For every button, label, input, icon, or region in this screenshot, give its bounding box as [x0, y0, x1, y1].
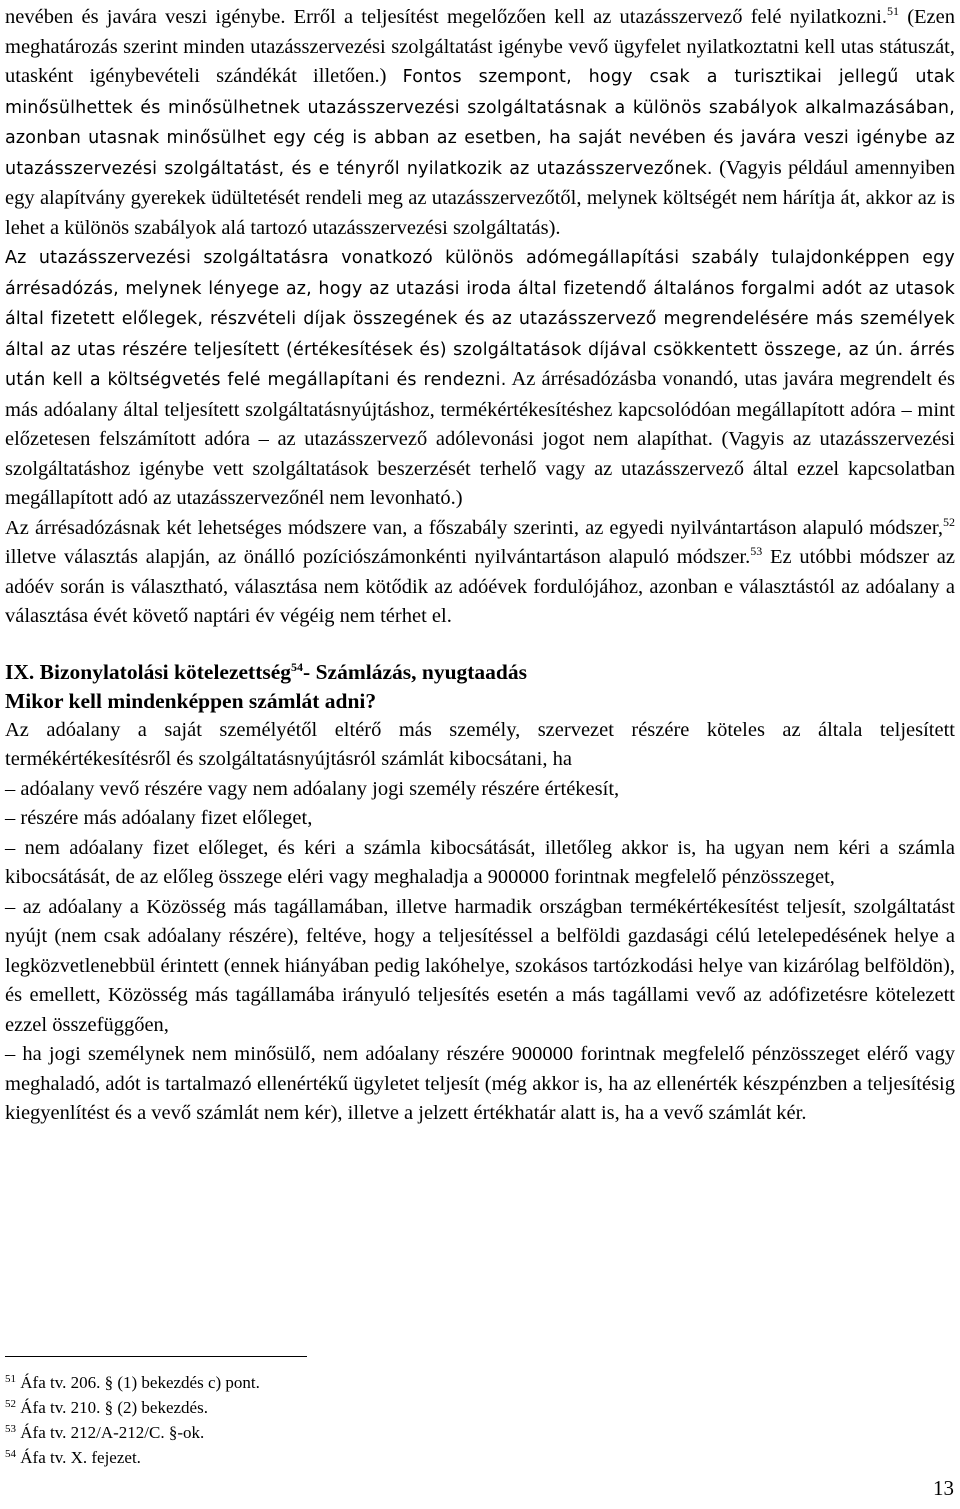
main-text	[5, 3, 955, 1129]
page-number: 13	[933, 1476, 954, 1500]
list-item: – az adóalany a Közösség más tagállamában, illetve harmadik országban termékértékesítést teljesít, szolgáltatást nyújt (nem csak adóalany részére), feltéve, hogy a teljesítéssel a belföldi gazdasági célú letelepedésének helye a legközvetlenebbül érintett (ennek hiányában pedig lakóhelye, szokásos tartózkodási helye van kizárólag belföldön), és emellett, Közösség más tagállamába irányuló teljesítés esetén a más tagállami vevő az adófizetésre kötelezett ezzel összefüggően,	[5, 895, 955, 1036]
footnote-ref-51: 51	[886, 4, 899, 18]
text-span: nevében és javára veszi igénybe. Erről a teljesítést megelőzően kell az utazásszervező felé nyilatkozni.	[5, 6, 887, 28]
footnote-separator	[5, 1356, 307, 1357]
list-item: – ha jogi személynek nem minősülő, nem adóalany részére 900000 forintnak megfelelő pénzösszeget elérő vagy meghaladó, adót is tartalmazó ellenértékű ügyletet teljesít (még akkor is, ha az ellenérték készpénzben a teljesítésig kiegyenlítést és a vevő számlát nem kér), illetve a jelzett értékhatár alatt is, ha a vevő számlát kér.	[5, 1043, 955, 1124]
text-span: (Ezen meghatározás szerint minden utazásszervezési szolgáltatást igénybe vevő ügyfelet nyilatkoztatni kell utas státuszát, utasként igénybevételi szándékát illetően.)	[5, 6, 955, 87]
footnote-text: Áfa tv. X. fejezet.	[20, 1448, 141, 1467]
footnote	[5, 1420, 605, 1445]
text-span: Az utazásszervezési szolgáltatásra vonatkozó különös adómegállapítási szabály tulajdonképpen egy árrésadózás, melynek lényege az, hogy az utazási iroda által fizetendő általános forgalmi adót az utasok által fizetett előlegek, részvételi díjak összegének és az utazásszervező megrendelésére más személyek által az utas részére teljesített (értékesítések és) szolgáltatások díjával csökkentett összege, az ún. árrés után kell a költségvetés felé megállapítani és rendezni.	[5, 248, 955, 390]
heading-text: - Számlázás, nyugtaadás	[303, 659, 528, 684]
footnote-text: Áfa tv. 206. § (1) bekezdés c) pont.	[20, 1373, 260, 1392]
footnote-number: 51	[5, 1373, 16, 1385]
list-item: – nem adóalany fizet előleget, és kéri a számla kibocsátását, illetőleg akkor is, ha ugyan nem kéri a számla kibocsátását, de az előleg összege eléri vagy meghaladja a 900000 forintnak megfelelő pénzösszeget,	[5, 836, 955, 888]
paragraph-3	[5, 514, 955, 632]
footnote	[5, 1395, 605, 1420]
section-intro: Az adóalany a saját személyétől eltérő más személy, szervezet részére köteles az általa teljesített termékértékesítésről és szolgáltatásnyújtásról számlát kibocsátani, ha	[5, 718, 955, 770]
list-item: – adóalany vevő részére vagy nem adóalany jogi személy részére értékesít,	[5, 777, 620, 800]
text-span: (Vagyis például amennyiben egy alapítvány gyerekek üdültetését rendeli meg az utazásszervezőtől, melynek költségét nem hárítja át, akkor az is lehet a különös szabályok alá tartozó utazásszervezési szolgáltatás).	[5, 156, 955, 239]
footnote-number: 53	[5, 1423, 16, 1435]
text-span: Az árrésadózásnak két lehetséges módszere van, a főszabály szerinti, az egyedi nyilvántartáson alapuló módszer,	[5, 516, 943, 539]
paragraph-1	[5, 3, 955, 243]
text-span: Ez utóbbi módszer az adóév során is választható, választása nem kötődik az adóévek fordulójához, azonban e választástól az adóalany a választása évét követő naptári év végéig nem térhet el.	[5, 546, 955, 627]
footnote	[5, 1445, 605, 1470]
footnote-number: 52	[5, 1398, 16, 1410]
text-span: illetve választás alapján, az önálló pozíciószámonkénti nyilvántartáson alapuló módszer.	[5, 546, 751, 568]
footnotes	[5, 1370, 605, 1470]
heading-text: IX. Bizonylatolási kötelezettség	[5, 659, 292, 684]
section-subheading: Mikor kell mindenképpen számlát adni?	[5, 688, 377, 713]
text-span: Fontos szempont, hogy csak a turisztikai jellegű utak minősülhettek és minősülhetnek utazásszervezési szolgáltatásnak a különös szabályok alkalmazásában, azonban utasnak minősülhet egy cég is abban az esetben, ha saját nevében és javára veszi igénybe az utazásszervezési szolgáltatást, és e tényről nyilatkozik az utazásszervezőnek.	[5, 67, 956, 179]
footnote-text: Áfa tv. 212/A-212/C. §-ok.	[20, 1423, 205, 1442]
text-span: Az árrésadózásba vonandó, utas javára megrendelt és más adóalany által teljesített szolgáltatásnyújtáshoz, termékértékesítéshez kapcsolódóan megállapított adóra – mint előzetesen felszámított adóra – az utazásszervező adólevonási jogot nem alapíthat. (Vagyis az utazásszervezési szolgáltatáshoz igénybe vett szolgáltatások beszerzését terhelő vagy az utazásszervező által ezzel kapcsolatban megállapított adó az utazásszervezőnél nem levonható.)	[5, 368, 955, 509]
list-item: – részére más adóalany fizet előleget,	[5, 807, 313, 829]
footnote	[5, 1370, 605, 1395]
section-heading	[5, 658, 955, 687]
footnote-ref-53: 53	[750, 544, 763, 558]
footnote-ref-54: 54	[291, 659, 304, 674]
footnote-ref-52: 52	[943, 514, 955, 529]
footnote-number: 54	[5, 1448, 16, 1460]
paragraph-2	[5, 243, 955, 514]
footnote-text: Áfa tv. 210. § (2) bekezdés.	[20, 1398, 208, 1417]
